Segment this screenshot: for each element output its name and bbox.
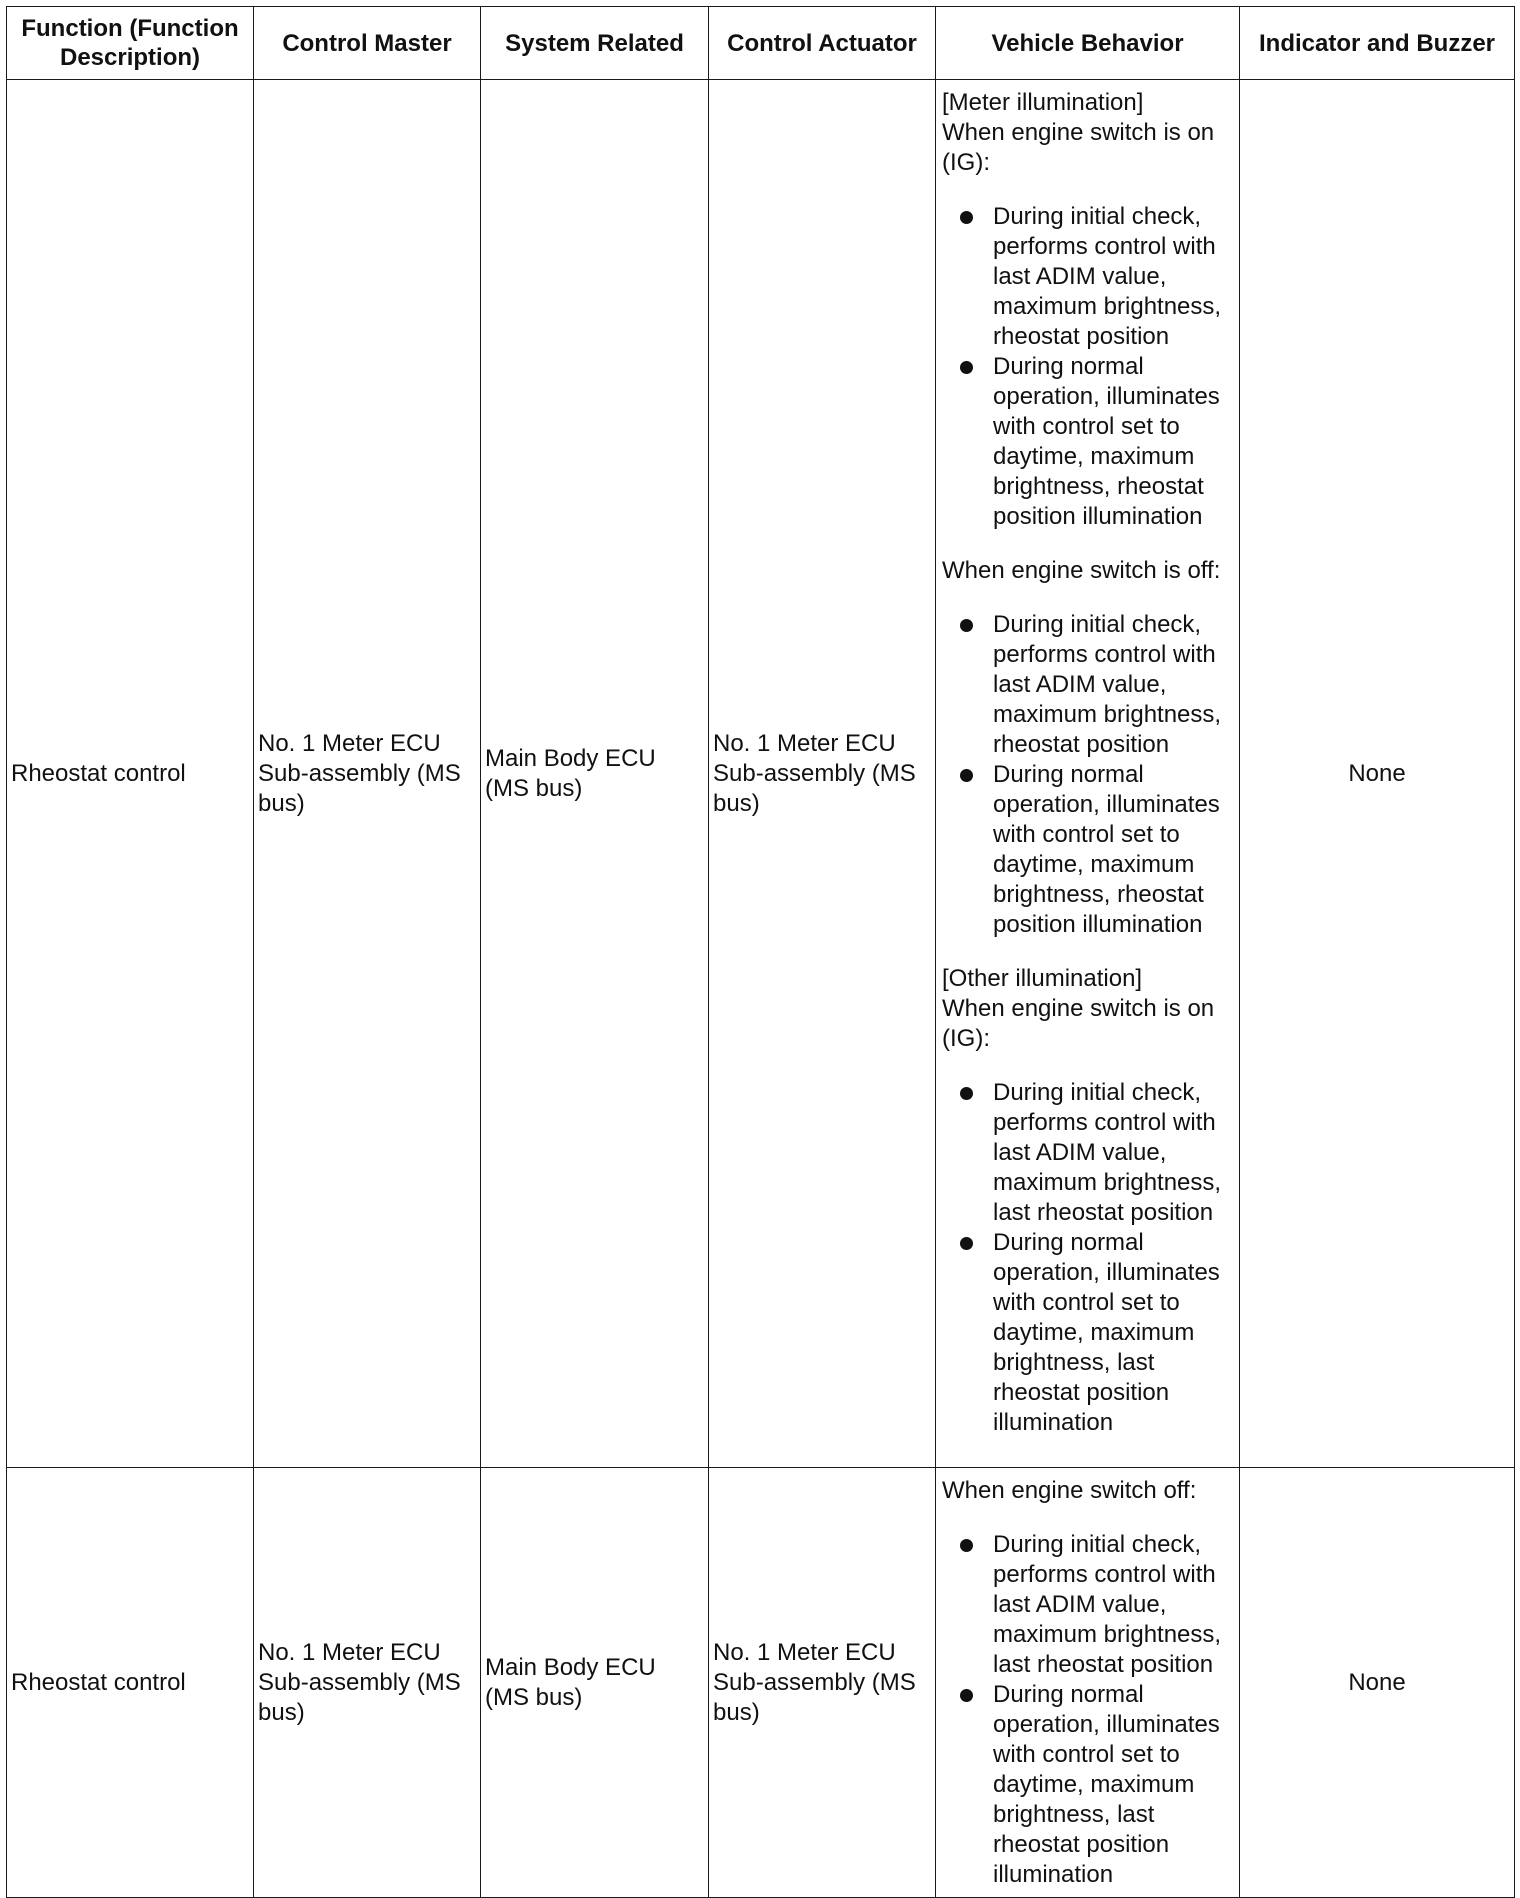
- bullet-text: During normal operation, illuminates with control set to daytime, maximum brightness, rheostat position illumination: [993, 761, 1220, 938]
- bullet-text: During initial check, performs control with last ADIM value, maximum brightness, rheostat position: [993, 203, 1222, 350]
- bullet-text: During initial check, performs control with last ADIM value, maximum brightness, last rheostat position: [993, 1531, 1222, 1678]
- function-cell: Rheostat control: [7, 1468, 254, 1898]
- header-function: Function (Function Description): [7, 7, 254, 80]
- behavior-condition: When engine switch is on (IG):: [942, 995, 1215, 1052]
- header-vehicle-behavior: Vehicle Behavior: [936, 7, 1240, 80]
- bullet-icon: [960, 769, 973, 782]
- control-actuator-cell: No. 1 Meter ECU Sub-assembly (MS bus): [709, 1468, 936, 1898]
- behavior-condition: When engine switch is on (IG):: [942, 119, 1215, 176]
- vehicle-behavior-cell: [936, 80, 1240, 1468]
- bullet-text: During normal operation, illuminates with control set to daytime, maximum brightness, last rheostat position illumination: [993, 1681, 1220, 1888]
- system-related-cell: Main Body ECU (MS bus): [481, 80, 709, 1468]
- table-row: [7, 1468, 1515, 1898]
- bullet-text: During normal operation, illuminates with control set to daytime, maximum brightness, last rheostat position illumination: [993, 1229, 1220, 1436]
- list-item: [942, 1530, 1235, 1680]
- bullet-icon: [960, 1689, 973, 1702]
- behavior-block: [942, 556, 1235, 940]
- bullet-icon: [960, 1539, 973, 1552]
- behavior-condition: When engine switch is off:: [942, 557, 1221, 584]
- bullet-icon: [960, 211, 973, 224]
- behavior-block: [942, 964, 1235, 1438]
- bullet-icon: [960, 1087, 973, 1100]
- bullet-text: During initial check, performs control with last ADIM value, maximum brightness, rheostat position: [993, 611, 1222, 758]
- list-item: [942, 202, 1235, 352]
- function-table: [6, 6, 1515, 1898]
- behavior-heading: [Meter illumination]: [942, 89, 1144, 116]
- list-item: [942, 760, 1235, 940]
- header-control-master: Control Master: [254, 7, 481, 80]
- behavior-bullet-list: [942, 610, 1235, 940]
- bullet-text: During normal operation, illuminates with control set to daytime, maximum brightness, rheostat position illumination: [993, 353, 1220, 530]
- header-row: [7, 7, 1515, 80]
- bullet-icon: [960, 361, 973, 374]
- header-system-related: System Related: [481, 7, 709, 80]
- bullet-text: During initial check, performs control with last ADIM value, maximum brightness, last rheostat position: [993, 1079, 1222, 1226]
- indicator-cell: None: [1240, 80, 1515, 1468]
- indicator-cell: None: [1240, 1468, 1515, 1898]
- behavior-bullet-list: [942, 1078, 1235, 1438]
- behavior-condition: When engine switch off:: [942, 1477, 1197, 1504]
- behavior-bullet-list: [942, 1530, 1235, 1890]
- table-row: [7, 80, 1515, 1468]
- header-indicator-buzzer: Indicator and Buzzer: [1240, 7, 1515, 80]
- list-item: [942, 1228, 1235, 1438]
- behavior-block: [942, 88, 1235, 532]
- bullet-icon: [960, 1237, 973, 1250]
- header-control-actuator: Control Actuator: [709, 7, 936, 80]
- control-master-cell: No. 1 Meter ECU Sub-assembly (MS bus): [254, 80, 481, 1468]
- list-item: [942, 352, 1235, 532]
- bullet-icon: [960, 619, 973, 632]
- system-related-cell: Main Body ECU (MS bus): [481, 1468, 709, 1898]
- behavior-block: [942, 1476, 1235, 1890]
- list-item: [942, 1078, 1235, 1228]
- control-master-cell: No. 1 Meter ECU Sub-assembly (MS bus): [254, 1468, 481, 1898]
- vehicle-behavior-cell: [936, 1468, 1240, 1898]
- list-item: [942, 1680, 1235, 1890]
- list-item: [942, 610, 1235, 760]
- behavior-heading: [Other illumination]: [942, 965, 1143, 992]
- function-cell: Rheostat control: [7, 80, 254, 1468]
- control-actuator-cell: No. 1 Meter ECU Sub-assembly (MS bus): [709, 80, 936, 1468]
- behavior-bullet-list: [942, 202, 1235, 532]
